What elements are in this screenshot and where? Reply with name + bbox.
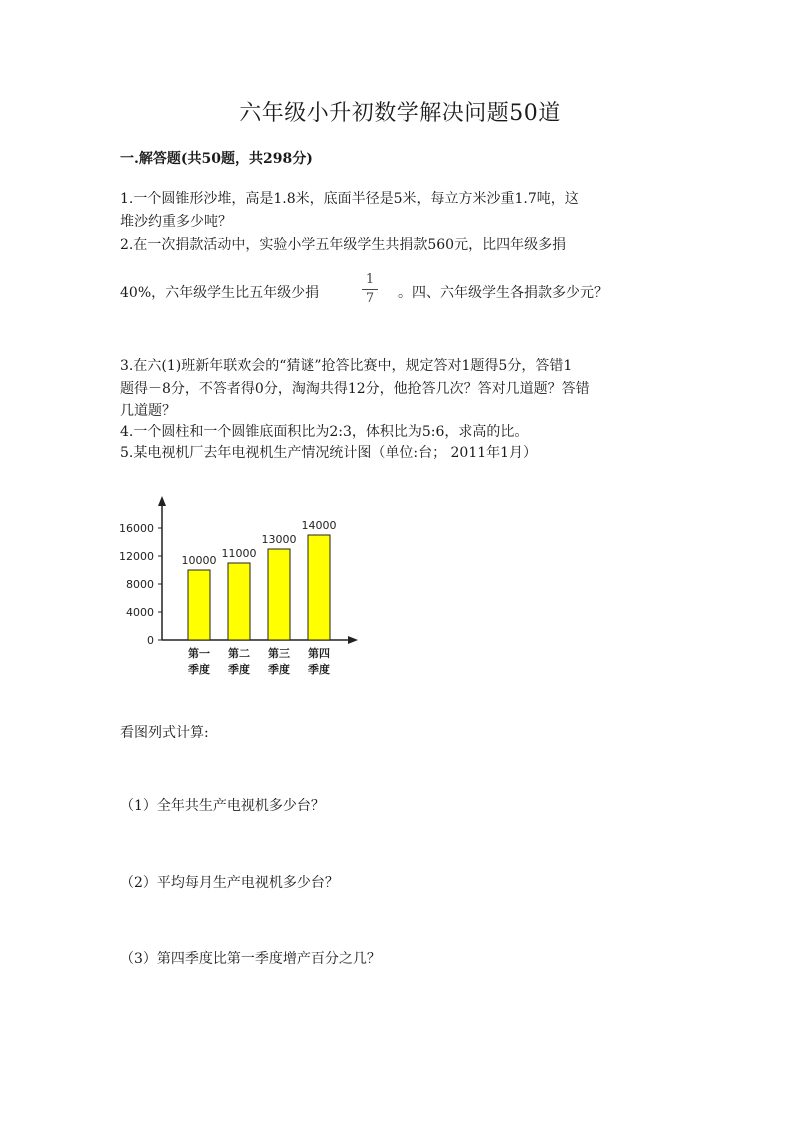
sub-question-2: （2）平均每月生产电视机多少台？ — [120, 875, 339, 891]
x-category-label: 季度 — [308, 663, 330, 676]
bar-quarter-2 — [228, 563, 250, 640]
question-2-line-2a: 40%，六年级学生比五年级少捐 — [120, 285, 320, 301]
y-tick-label: 8000 — [126, 578, 154, 591]
bar-data-label: 10000 — [181, 554, 217, 567]
bar-data-label: 13000 — [261, 533, 297, 546]
question-3-line-2: 题得－8分，不答者得0分，淘淘共得12分，他抢答几次？答对几道题？答错 — [120, 381, 590, 397]
bar-quarter-4 — [308, 535, 330, 640]
question-3-line-1: 3.在六(1)班新年联欢会的“猜谜”抢答比赛中，规定答对1题得5分，答错1 — [120, 358, 573, 374]
question-1-line-2: 堆沙约重多少吨？ — [120, 214, 232, 230]
question-2-line-1: 2.在一次捐款活动中，实验小学五年级学生共捐款560元，比四年级多捐 — [120, 237, 567, 253]
y-axis-arrow — [158, 496, 166, 506]
x-axis-arrow — [348, 636, 358, 644]
question-3-line-3: 几道题？ — [120, 403, 176, 419]
y-tick-label: 16000 — [119, 522, 154, 535]
question-1-line-1: 1.一个圆锥形沙堆，高是1.8米，底面半径是5米，每立方米沙重1.7吨，这 — [120, 191, 579, 207]
question-4-line-1: 4.一个圆柱和一个圆锥底面积比为2:3，体积比为5:6，求高的比。 — [120, 424, 529, 440]
sub-question-3: （3）第四季度比第一季度增产百分之几？ — [120, 951, 381, 967]
sub-question-1: （1）全年共生产电视机多少台？ — [120, 798, 325, 814]
section-heading: 一.解答题(共50题，共298分) — [120, 151, 313, 167]
instruction-text: 看图列式计算: — [120, 725, 209, 741]
bar-quarter-1 — [188, 570, 210, 640]
bar-data-label: 14000 — [301, 519, 337, 532]
x-category-label: 季度 — [228, 663, 250, 676]
fraction-one-seventh — [360, 272, 380, 307]
fraction-denominator: 7 — [365, 291, 375, 306]
question-2-line-2b: 。四、六年级学生各捐款多少元？ — [398, 285, 608, 301]
bar-data-label: 11000 — [221, 547, 257, 560]
y-tick-label: 12000 — [119, 550, 154, 563]
y-tick-label: 4000 — [126, 606, 154, 619]
production-bar-chart — [100, 488, 380, 688]
x-category-label: 第二 — [228, 647, 250, 660]
x-category-label: 季度 — [268, 663, 290, 676]
x-category-label: 第三 — [268, 647, 290, 660]
fraction-numerator: 1 — [365, 272, 375, 287]
y-tick-label: 0 — [147, 634, 154, 647]
x-category-label: 第四 — [308, 647, 330, 660]
page-title: 六年级小升初数学解决问题50道 — [239, 101, 561, 126]
x-category-label: 第一 — [188, 647, 210, 660]
fraction-bar — [362, 289, 378, 290]
question-5-line-1: 5.某电视机厂去年电视机生产情况统计图（单位:台； 2011年1月） — [120, 445, 538, 461]
bar-quarter-3 — [268, 549, 290, 640]
x-category-label: 季度 — [188, 663, 210, 676]
